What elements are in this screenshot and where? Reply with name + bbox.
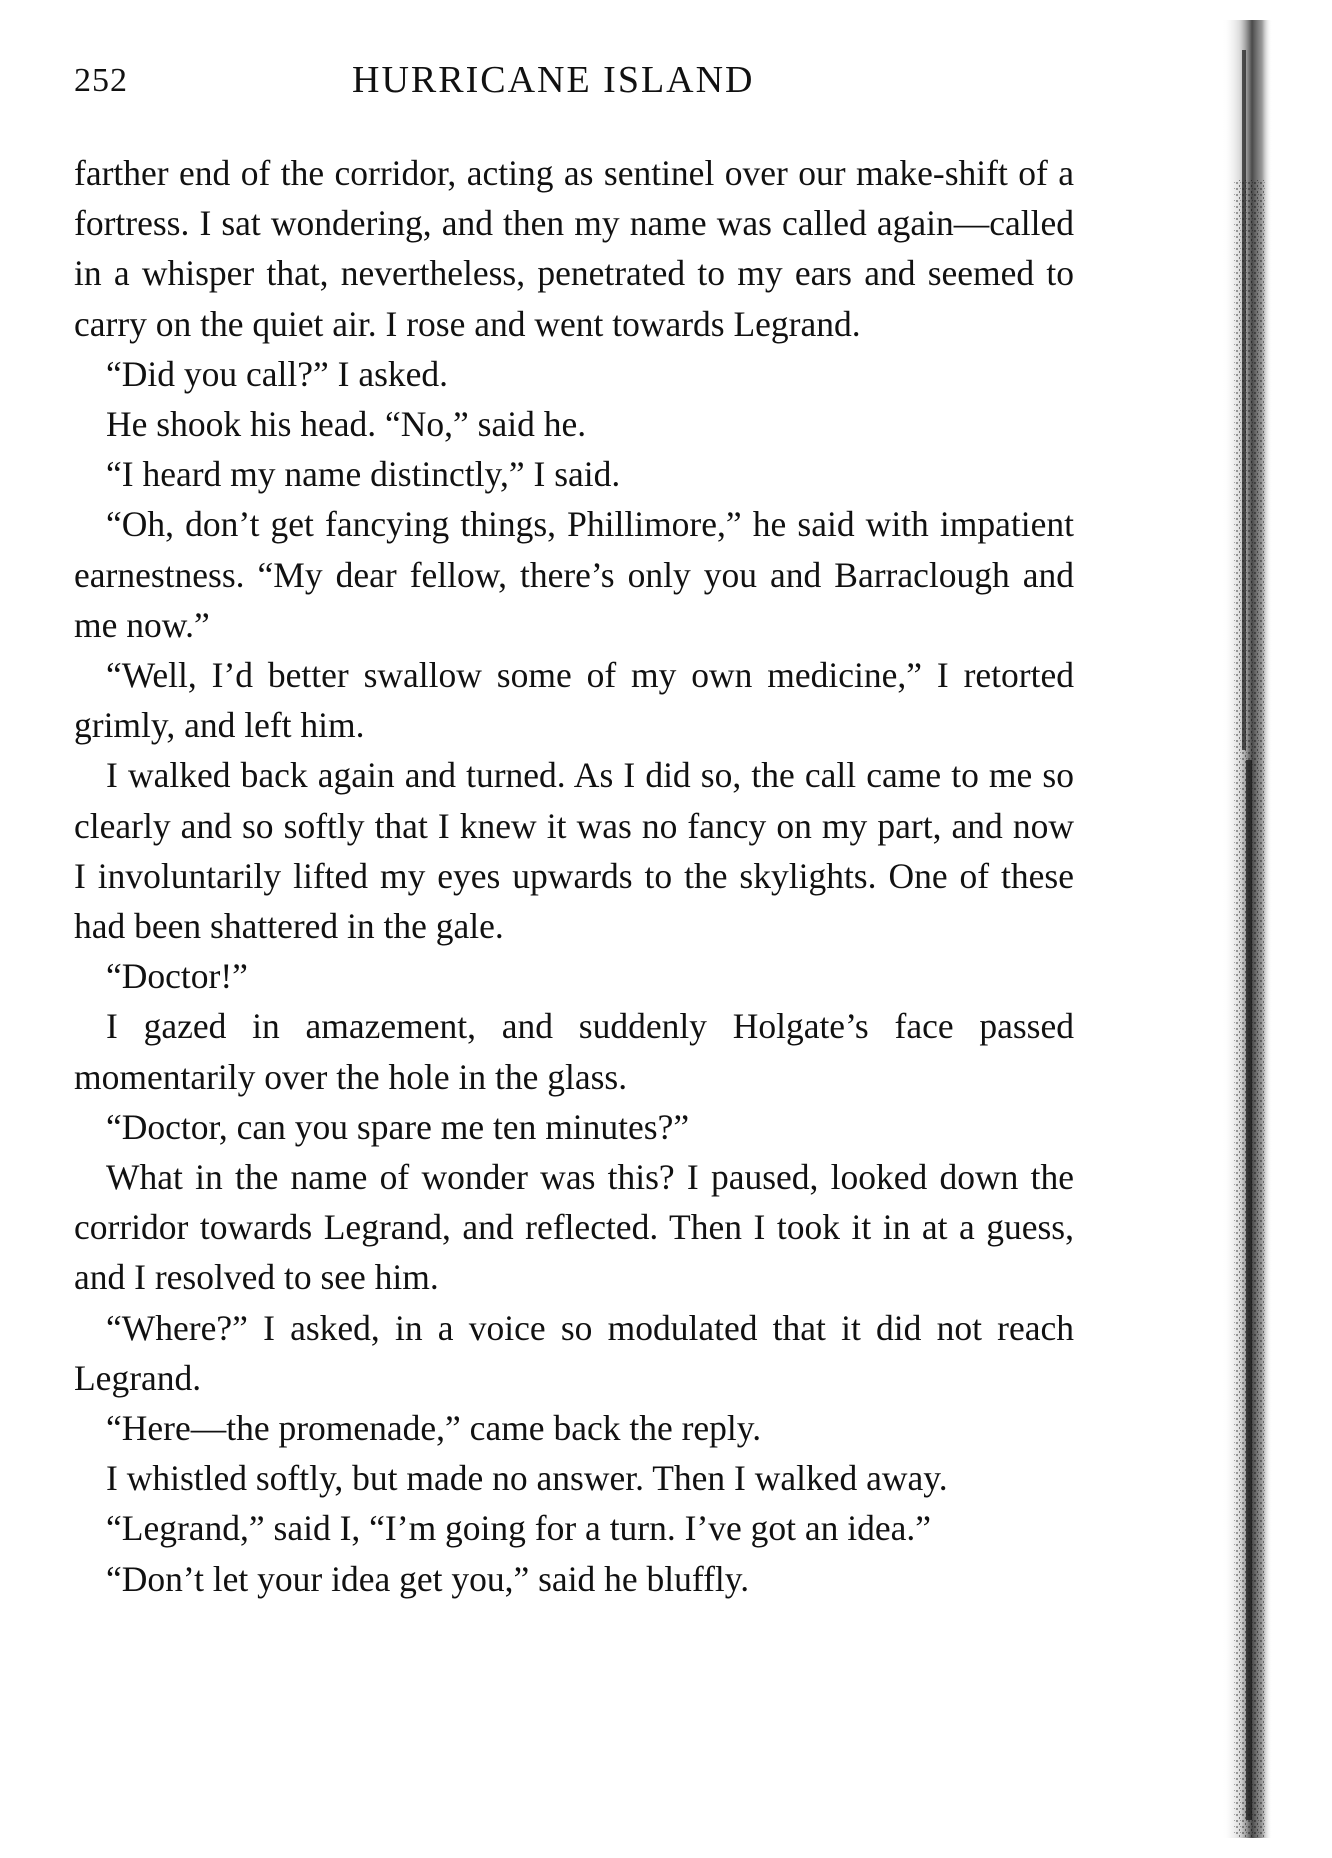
paragraph: I whistled softly, but made no answer. Then I walked away. <box>106 1458 948 1499</box>
paragraph: “Oh, don’t get fancying things, Phillimore,” he said with impatient earnestness. “My dear fellow, there’s only you and Barraclough and me now.” <box>74 504 1074 645</box>
paragraph: “Where?” I asked, in a voice so modulated that it did not reach Legrand. <box>74 1307 1074 1398</box>
paragraph: What in the name of wonder was this? I paused, looked down the corridor towards Legrand, and reflected. Then I took it in at a guess, and I resolved to see him. <box>74 1157 1074 1298</box>
page-number: 252 <box>74 62 128 99</box>
paragraph: I gazed in amazement, and suddenly Holgate’s face passed momentarily over the hole in the glass. <box>74 1006 1074 1097</box>
paragraph: He shook his head. “No,” said he. <box>106 404 587 445</box>
body-text <box>74 148 1074 1604</box>
binding-shadow <box>1212 20 1282 1838</box>
paragraph: I walked back again and turned. As I did so, the call came to me so clearly and so softly that I knew it was no fancy on my part, and now I involuntarily lifted my eyes upwards to the skylights. One of these had been shattered in the gale. <box>74 755 1074 947</box>
paragraph: “I heard my name distinctly,” I said. <box>106 454 621 495</box>
paragraph: “Legrand,” said I, “I’m going for a turn. I’ve got an idea.” <box>106 1508 932 1549</box>
paragraph: farther end of the corridor, acting as sentinel over our make-shift of a fortress. I sat wondering, and then my name was called again—called in a whisper that, nevertheless, penetrated to my ears and seemed to carry on the quiet air. I rose and went towards Legrand. <box>74 153 1074 344</box>
running-head-title: HURRICANE ISLAND <box>352 59 755 101</box>
paragraph: “Did you call?” I asked. <box>106 353 449 394</box>
paragraph: “Here—the promenade,” came back the reply. <box>106 1408 762 1449</box>
paragraph: “Well, I’d better swallow some of my own medicine,” I retorted grimly, and left him. <box>74 655 1074 746</box>
paragraph: “Don’t let your idea get you,” said he bluffly. <box>106 1558 750 1599</box>
paragraph: “Doctor, can you spare me ten minutes?” <box>106 1106 690 1147</box>
page-header <box>74 48 1074 108</box>
paragraph: “Doctor!” <box>106 956 248 997</box>
